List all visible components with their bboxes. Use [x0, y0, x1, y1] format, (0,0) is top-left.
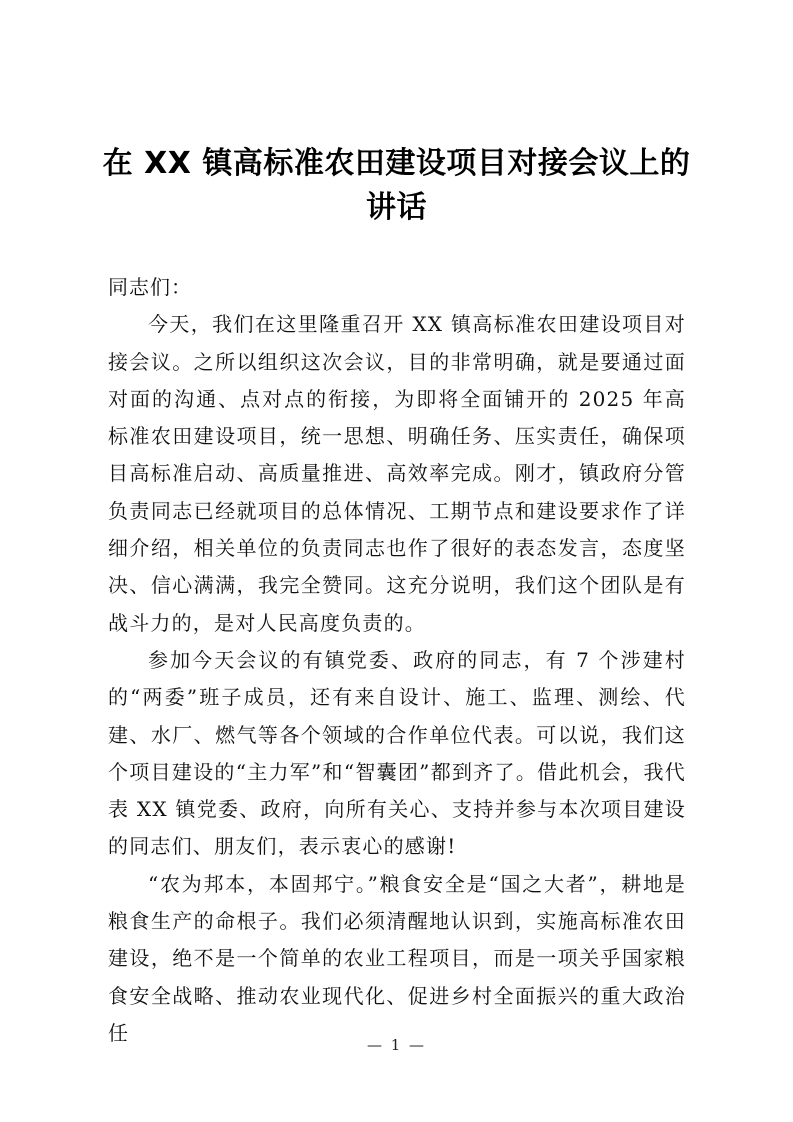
- paragraph-2: 参加今天会议的有镇党委、政府的同志，有 7 个涉建村的“两委”班子成员，还有来自设计、施工、监理、测绘、代建、水厂、燃气等各个领域的合作单位代表。可以说，我们这个项目建设的“主力军”和“智囊团”都到齐了。借此机会，我代表 XX 镇党委、政府，向所有关心、支持并参与本次项目建设的同志们、朋友们，表示衷心的感谢!: [108, 647, 686, 859]
- paragraph-1: 今天，我们在这里隆重召开 XX 镇高标准农田建设项目对接会议。之所以组织这次会议，目的非常明确，就是要通过面对面的沟通、点对点的衔接，为即将全面铺开的 2025 年高标准农田建设项目，统一思想、明确任务、压实责任，确保项目高标准启动、高质量推进、高效率完成。刚才，镇政府分管负责同志已经就项目的总体情况、工期节点和建设要求作了详细介绍，相关单位的负责同志也作了很好的表态发言，态度坚决、信心满满，我完全赞同。这充分说明，我们这个团队是有战斗力的，是对人民高度负责的。: [108, 312, 686, 635]
- page-number: — 1 —: [366, 1036, 427, 1054]
- salutation: 同志们：: [108, 275, 192, 299]
- paragraph-3: “农为邦本，本固邦宁。”粮食安全是“国之大者”，耕地是粮食生产的命根子。我们必须清醒地认识到，实施高标准农田建设，绝不是一个简单的农业工程项目，而是一项关乎国家粮食安全战略、推动农业现代化、促进乡村全面振兴的重大政治任: [108, 871, 686, 1045]
- document-title: 在 XX 镇高标准农田建设项目对接会议上的讲话: [102, 146, 691, 225]
- document-body: [108, 269, 686, 1052]
